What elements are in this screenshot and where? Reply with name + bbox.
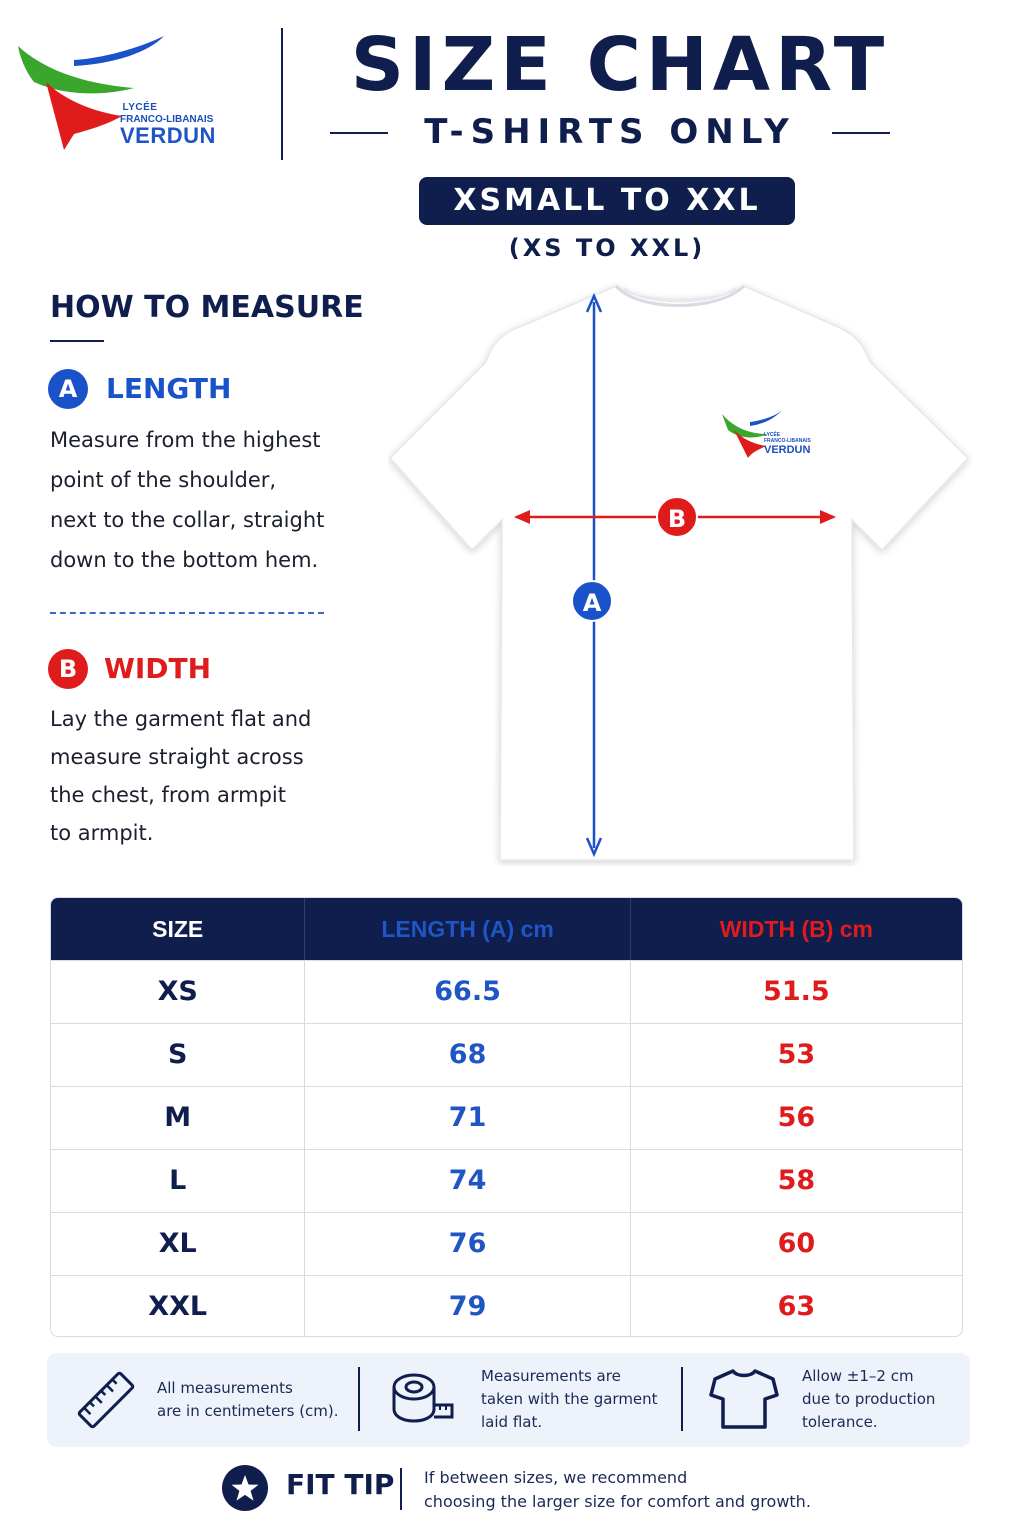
notes-panel: [47, 1353, 970, 1447]
note-line: tolerance.: [802, 1413, 878, 1431]
cell-size: XXL: [51, 1276, 305, 1337]
school-logo: [14, 30, 244, 160]
star-icon: [222, 1465, 268, 1511]
cell-length: 74: [305, 1150, 630, 1212]
cell-length: 68: [305, 1024, 630, 1086]
marker-a: A: [571, 580, 613, 622]
width-line: measure straight across: [50, 745, 304, 769]
cell-width: 53: [777, 1039, 816, 1070]
width-description: [50, 700, 340, 852]
length-title: LENGTH: [106, 372, 232, 405]
size-table: [50, 897, 963, 1337]
shirt-logo-line3: VERDUN: [764, 444, 811, 456]
logo-text-line1: LYCÉE: [122, 102, 158, 113]
cell-length: 79: [305, 1276, 630, 1337]
width-badge: B: [48, 649, 88, 689]
marker-b: B: [656, 496, 698, 538]
table-row: [51, 1086, 962, 1149]
width-line: the chest, from armpit: [50, 783, 286, 807]
cell-width: 58: [777, 1165, 816, 1196]
table-row: [51, 1212, 962, 1275]
cell-width: 60: [777, 1228, 816, 1259]
table-row: [51, 1023, 962, 1086]
cell-length: 76: [305, 1213, 630, 1275]
length-line: next to the collar, straight: [50, 508, 325, 532]
tshirt-icon: [388, 282, 972, 866]
note-separator: [681, 1367, 683, 1431]
note-line: taken with the garment: [481, 1390, 658, 1408]
length-line: point of the shoulder,: [50, 468, 277, 492]
logo-text-line3: VERDUN: [120, 123, 216, 148]
cell-width: 51.5: [763, 976, 830, 1007]
note-line: are in centimeters (cm).: [157, 1402, 339, 1420]
table-row: [51, 960, 962, 1023]
header-divider: [281, 28, 283, 160]
shirt-logo-text: [764, 432, 811, 456]
section-divider: [50, 612, 324, 614]
length-badge: A: [48, 369, 88, 409]
fit-tip-separator: [400, 1468, 402, 1510]
note-text-flat: [481, 1365, 658, 1434]
cell-width: 63: [777, 1291, 816, 1322]
table-row: [51, 1149, 962, 1212]
width-line: to armpit.: [50, 821, 154, 845]
cell-width: 56: [777, 1102, 816, 1133]
cell-length: 71: [305, 1087, 630, 1149]
page-subtitle: T-SHIRTS ONLY: [424, 112, 796, 152]
tshirt-diagram: [388, 282, 972, 866]
shirt-logo-line2: FRANCO-LIBANAIS: [764, 438, 811, 444]
ruler-icon: [73, 1367, 139, 1433]
fit-tip-title: FIT TIP: [286, 1468, 395, 1501]
cell-size: XL: [51, 1213, 305, 1275]
note-line: Allow ±1–2 cm: [802, 1367, 914, 1385]
tape-measure-icon: [390, 1369, 456, 1429]
table-row: [51, 1275, 962, 1337]
note-text-units: [157, 1377, 339, 1423]
width-title: WIDTH: [104, 652, 212, 685]
length-line: down to the bottom hem.: [50, 548, 319, 572]
fit-tip-text: [424, 1466, 811, 1514]
size-range-badge: XSMALL TO XXL: [419, 177, 795, 225]
note-line: laid flat.: [481, 1413, 543, 1431]
header-width: WIDTH (B) cm: [719, 916, 874, 942]
cell-size: L: [51, 1150, 305, 1212]
subtitle-row: [330, 112, 890, 152]
tshirt-icon: [709, 1367, 779, 1431]
cell-size: XS: [51, 961, 305, 1023]
page-title: SIZE CHART: [350, 22, 890, 108]
subtitle-line-right: [832, 132, 890, 134]
note-line: All measurements: [157, 1379, 293, 1397]
width-line: Lay the garment flat and: [50, 707, 312, 731]
header-length: LENGTH (A) cm: [305, 898, 630, 960]
header-size: SIZE: [51, 898, 305, 960]
note-line: Measurements are: [481, 1367, 621, 1385]
note-line: due to production: [802, 1390, 936, 1408]
shirt-logo-line1: LYCÉE: [764, 432, 781, 438]
note-separator: [358, 1367, 360, 1431]
table-header: [51, 898, 962, 960]
heading-underline: [50, 340, 104, 342]
size-range-short: (XS TO XXL): [508, 234, 706, 262]
length-line: Measure from the highest: [50, 428, 321, 452]
how-to-measure-heading: HOW TO MEASURE: [50, 290, 364, 325]
fit-tip-line: If between sizes, we recommend: [424, 1468, 688, 1487]
cell-size: S: [51, 1024, 305, 1086]
logo-text-line2: FRANCO-LIBANAIS: [120, 114, 214, 125]
fit-tip-line: choosing the larger size for comfort and growth.: [424, 1492, 811, 1511]
cell-size: M: [51, 1087, 305, 1149]
length-description: [50, 420, 340, 580]
cell-length: 66.5: [305, 961, 630, 1023]
note-text-tolerance: [802, 1365, 935, 1434]
